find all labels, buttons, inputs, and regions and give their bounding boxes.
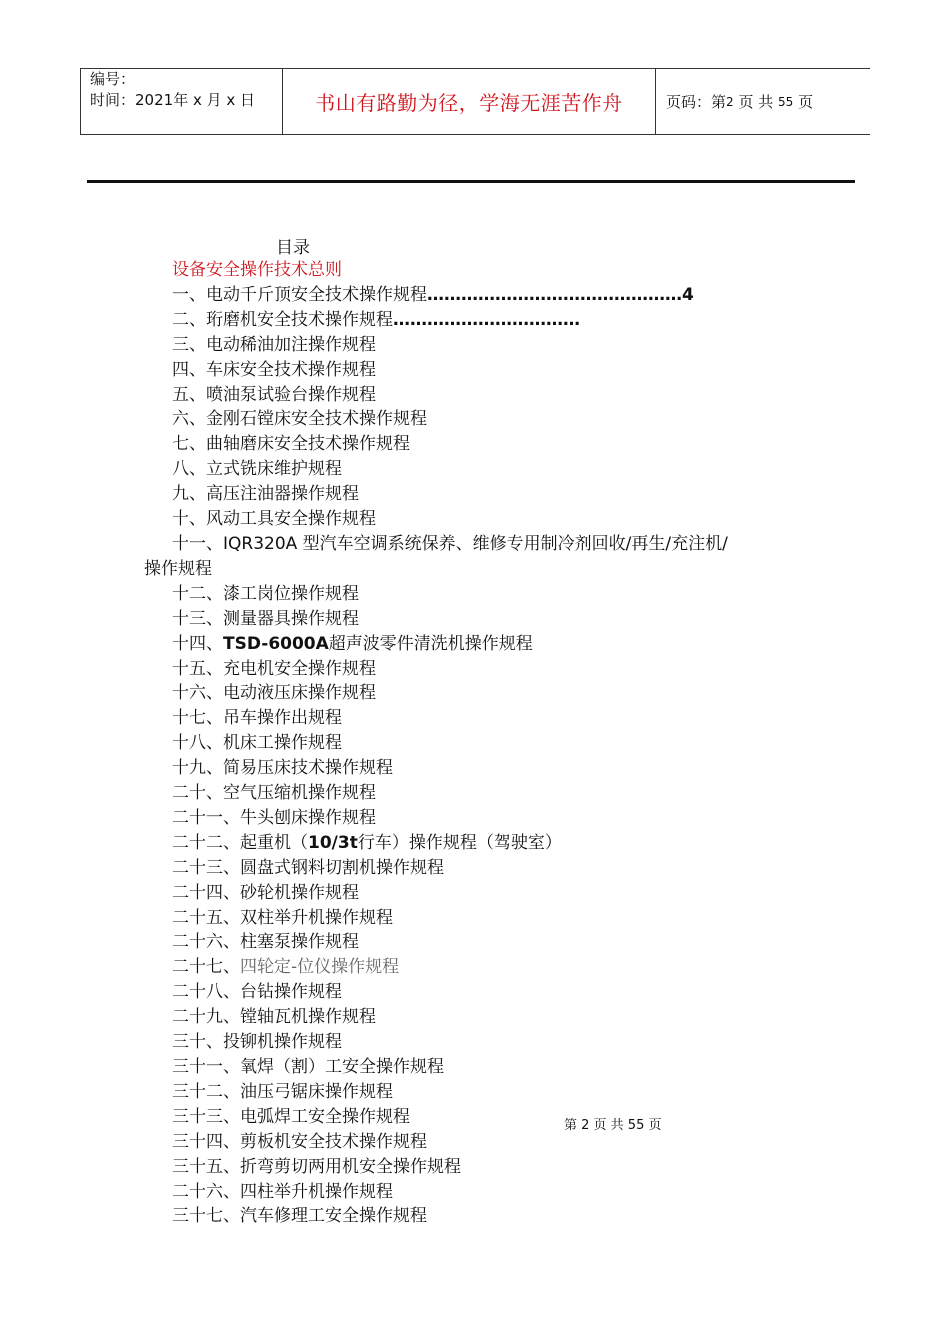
- toc-item[interactable]: 十九、简易压床技术操作规程: [172, 758, 393, 779]
- toc-item[interactable]: 六、金刚石镗床安全技术操作规程: [172, 409, 427, 430]
- toc-item[interactable]: 五、喷油泵试验台操作规程: [172, 384, 376, 405]
- toc-item[interactable]: 十六、电动液压床操作规程: [172, 683, 376, 704]
- toc-item[interactable]: 十四、TSD-6000A超声波零件清洗机操作规程: [172, 633, 533, 654]
- page-mid: 页 共: [738, 93, 774, 111]
- toc-item-11[interactable]: 十一、IQR320A 型汽车空调系统保养、维修专用制冷剂回收/再生/充注机/: [172, 533, 728, 554]
- page-number-footer: 第 2 页 共 55 页: [564, 1118, 662, 1133]
- time-rest: 年 x 月 x 日: [173, 91, 256, 109]
- toc-item[interactable]: 二十九、镗轴瓦机操作规程: [172, 1007, 376, 1028]
- toc-general-heading[interactable]: 设备安全操作技术总则: [172, 260, 342, 280]
- toc-item[interactable]: 十二、漆工岗位操作规程: [172, 583, 359, 604]
- header-page-number: [656, 69, 870, 134]
- time-year: 2021: [135, 91, 174, 109]
- doc-time: [90, 90, 282, 111]
- toc-item[interactable]: 二十六、柱塞泵操作规程: [172, 932, 359, 953]
- toc-item[interactable]: 二十六、四柱举升机操作规程: [172, 1181, 393, 1202]
- page-current: 2: [726, 94, 734, 109]
- toc-item[interactable]: 十八、机床工操作规程: [172, 733, 342, 754]
- toc-item[interactable]: 二十一、牛头刨床操作规程: [172, 807, 376, 828]
- header-meta-cell: [81, 69, 283, 134]
- toc-item[interactable]: 七、曲轴磨床安全技术操作规程: [172, 434, 410, 455]
- header-rule: [87, 180, 855, 183]
- page-total: 55: [778, 94, 794, 109]
- toc-item[interactable]: 二、珩磨机安全技术操作规程……………………………: [172, 309, 580, 330]
- toc-item[interactable]: 三十、投铆机操作规程: [172, 1032, 342, 1053]
- toc-item[interactable]: 二十三、圆盘式钢料切割机操作规程: [172, 857, 444, 878]
- toc-item[interactable]: 四、车床安全技术操作规程: [172, 359, 376, 380]
- toc-item[interactable]: 三十三、电弧焊工安全操作规程: [172, 1106, 410, 1127]
- toc-item[interactable]: 三十五、折弯剪切两用机安全操作规程: [172, 1156, 461, 1177]
- toc-item[interactable]: 三、电动稀油加注操作规程: [172, 334, 376, 355]
- header-motto: 书山有路勤为径，学海无涯苦作舟: [283, 69, 656, 134]
- toc-item[interactable]: 三十二、油压弓锯床操作规程: [172, 1081, 393, 1102]
- toc-item[interactable]: 十三、测量器具操作规程: [172, 608, 359, 629]
- toc-title: 目录: [276, 238, 310, 258]
- toc-list: [144, 258, 872, 1229]
- toc-item[interactable]: 十五、充电机安全操作规程: [172, 658, 376, 679]
- toc-item[interactable]: 二十五、双柱举升机操作规程: [172, 907, 393, 928]
- page-prefix: 页码：第: [666, 93, 727, 111]
- toc-item[interactable]: 九、高压注油器操作规程: [172, 484, 359, 505]
- toc-item[interactable]: 二十四、砂轮机操作规程: [172, 882, 359, 903]
- doc-number-label: 编号：: [90, 70, 136, 88]
- toc-item[interactable]: 二十、空气压缩机操作规程: [172, 783, 376, 804]
- toc-item[interactable]: 二十七、四轮定-位仪操作规程: [172, 957, 400, 978]
- toc-item[interactable]: 三十四、剪板机安全技术操作规程: [172, 1131, 427, 1152]
- toc-item[interactable]: 一、电动千斤顶安全技术操作规程………………………………………4: [172, 284, 694, 305]
- header-table: [80, 68, 870, 135]
- time-label: 时间：: [90, 91, 136, 109]
- toc-item[interactable]: 二十八、台钻操作规程: [172, 982, 342, 1003]
- toc-item-11-continuation[interactable]: 操作规程: [144, 558, 212, 579]
- page-suffix: 页: [798, 93, 814, 111]
- toc-item[interactable]: 二十二、起重机（10/3t行车）操作规程（驾驶室）: [172, 832, 562, 853]
- toc-item[interactable]: 三十七、汽车修理工安全操作规程: [172, 1206, 427, 1227]
- toc-item[interactable]: 十七、吊车操作出规程: [172, 708, 342, 729]
- toc-item[interactable]: 十、风动工具安全操作规程: [172, 509, 376, 530]
- toc-item[interactable]: 八、立式铣床维护规程: [172, 459, 342, 480]
- toc-item[interactable]: 三十一、氧焊（割）工安全操作规程: [172, 1057, 444, 1077]
